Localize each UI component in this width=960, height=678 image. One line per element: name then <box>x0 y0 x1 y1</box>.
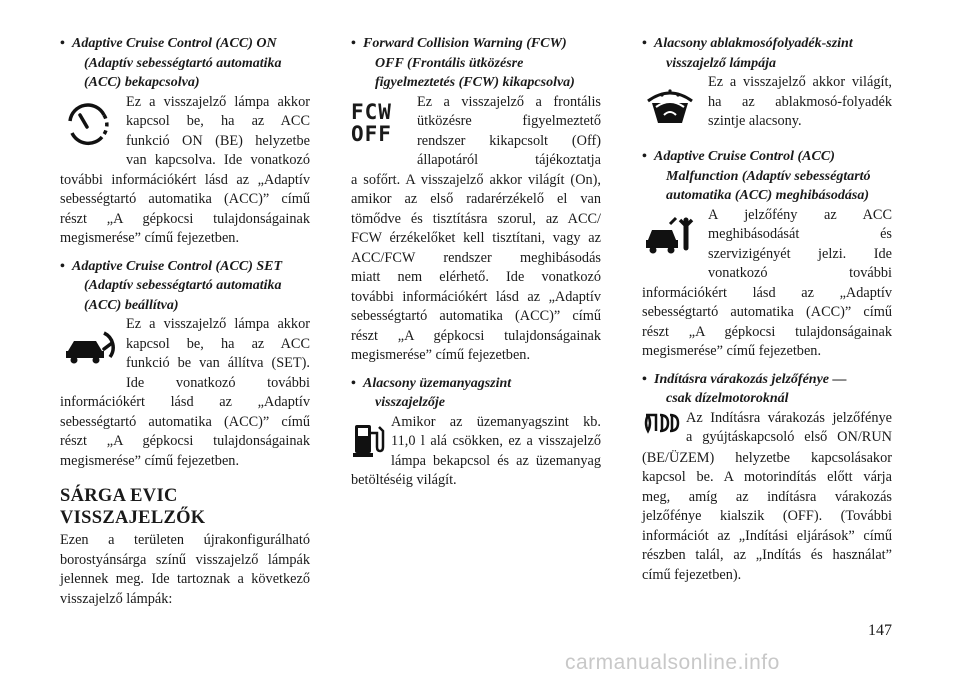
fcw-heading: • Forward Collision Warning (FCW) OFF (Frontális ütközésre figyelmeztetés (FCW) kikapcsolva) <box>351 36 575 90</box>
acc-malfunction-wrench-icon <box>642 212 702 268</box>
washer-text: Ez a visszajelző akkor világít, ha az ablakmosó-folyadék szintje alacsony. <box>642 73 892 135</box>
page-number: 147 <box>868 622 892 639</box>
washer-heading: • Alacsony ablakmosófolyadék-szint visszajelző lámpája <box>642 36 853 71</box>
acc-set-heading: • Adaptive Cruise Control (ACC) SET (Adaptív sebességtartó automatika (ACC) beállítva) <box>60 258 283 313</box>
acc-malfunction-text: A jelzőfény az ACC meghibásodását és szervizigényét jelzi. Ide vonatkozó további információkért lásd az „Adaptív sebességtartó automatika (ACC)” című részt „A gépkocsi tulajdonságainak megismerése” című fejezetben. <box>642 206 892 359</box>
section-text: Ezen a területen újrakonfigurálható borostyánsárga színű visszajelző lámpák jelennek meg. Ide tartoznak a következő visszajelző lámpák: <box>60 532 310 607</box>
washer-fluid-icon <box>642 79 702 135</box>
glow-plug-icon <box>642 411 686 449</box>
acc-set-text: Ez a visszajelző lámpa akkor kapcsol be, ha az ACC funkció be van állítva (SET). Ide vonatkozó további információkért lásd az „Adaptív sebességtartó automatika (ACC)” című részt „A gépkocsi tulajdonságainak megismerése” című fejezetben. <box>60 316 310 469</box>
fcw-text: FCW OFF Ez a visszajelző a frontális ütközésre figyelmeztető rendszer kikapcsolt (Off) állapotáról tájékoztatja a sofőrt. A visszajelző akkor világít (On), amikor az első radarérzékelő el van tömődve és tisztításra szorul, az ACC/ FCW érzékelőket kell tisztítani, vagy az ACC/FCW rendszer meghibásodás miatt nem elérhető. Ide vonatkozó további információkért lásd az „Adaptív sebességtartó automatika (ACC)” című részt „A gépkocsi tulajdonságainak megismerése” című fejezetben. <box>351 93 601 363</box>
fuel-heading: • Alacsony üzemanyagszint visszajelzője <box>351 375 512 410</box>
acc-set-car-icon <box>60 321 120 377</box>
acc-on-speedometer-icon <box>60 99 120 155</box>
acc-on-text: Ez a visszajelző lámpa akkor kapcsol be, ha az ACC funkció ON (BE) helyzetbe van kapcsolva. Ide vonatkozó további információkért lásd az „Adaptív sebességtartó automatika (ACC)” című részt „A gépkocsi tulajdonságainak megismerése” című fejezetben. <box>60 93 310 246</box>
acc-on-heading: • Adaptive Cruise Control (ACC) ON (Adaptív sebességtartó automatika (ACC) bekapcsolva) <box>60 36 282 90</box>
column-3 <box>642 34 892 585</box>
section-title: SÁRGA EVIC VISSZAJELZŐK <box>60 486 206 528</box>
glow-plug-text: Az Indításra várakozás jelzőfénye a gyújtáskapcsoló első ON/RUN (BE/ÜZEM) helyzetbe kapcsolásakor kapcsol be. A motorindítás előtt várja meg, amíg az indításra várakozás jelzőfénye kialszik (OFF). (További információt az „Indítási eljárások” című részben talál, az „Indítás és használat” című fejezetben). <box>642 409 892 583</box>
fuel-pump-icon <box>351 415 389 471</box>
fuel-text: Amikor az üzemanyagszint kb. 11,0 l alá csökken, ez a visszajelző lámpa bekapcsol és az üzemanyag betöltéséig világít. <box>351 413 601 488</box>
glow-plug-heading: • Indításra várakozás jelzőfénye — csak dízelmotoroknál <box>642 371 847 406</box>
watermark: carmanualsonline.info <box>565 651 780 674</box>
column-1 <box>60 34 310 609</box>
fcw-off-icon: FCW OFF <box>351 99 392 146</box>
acc-malfunction-heading: • Adaptive Cruise Control (ACC) Malfunction (Adaptív sebességtartó automatika (ACC) meghibásodása) <box>642 149 871 203</box>
column-2 <box>351 34 601 491</box>
